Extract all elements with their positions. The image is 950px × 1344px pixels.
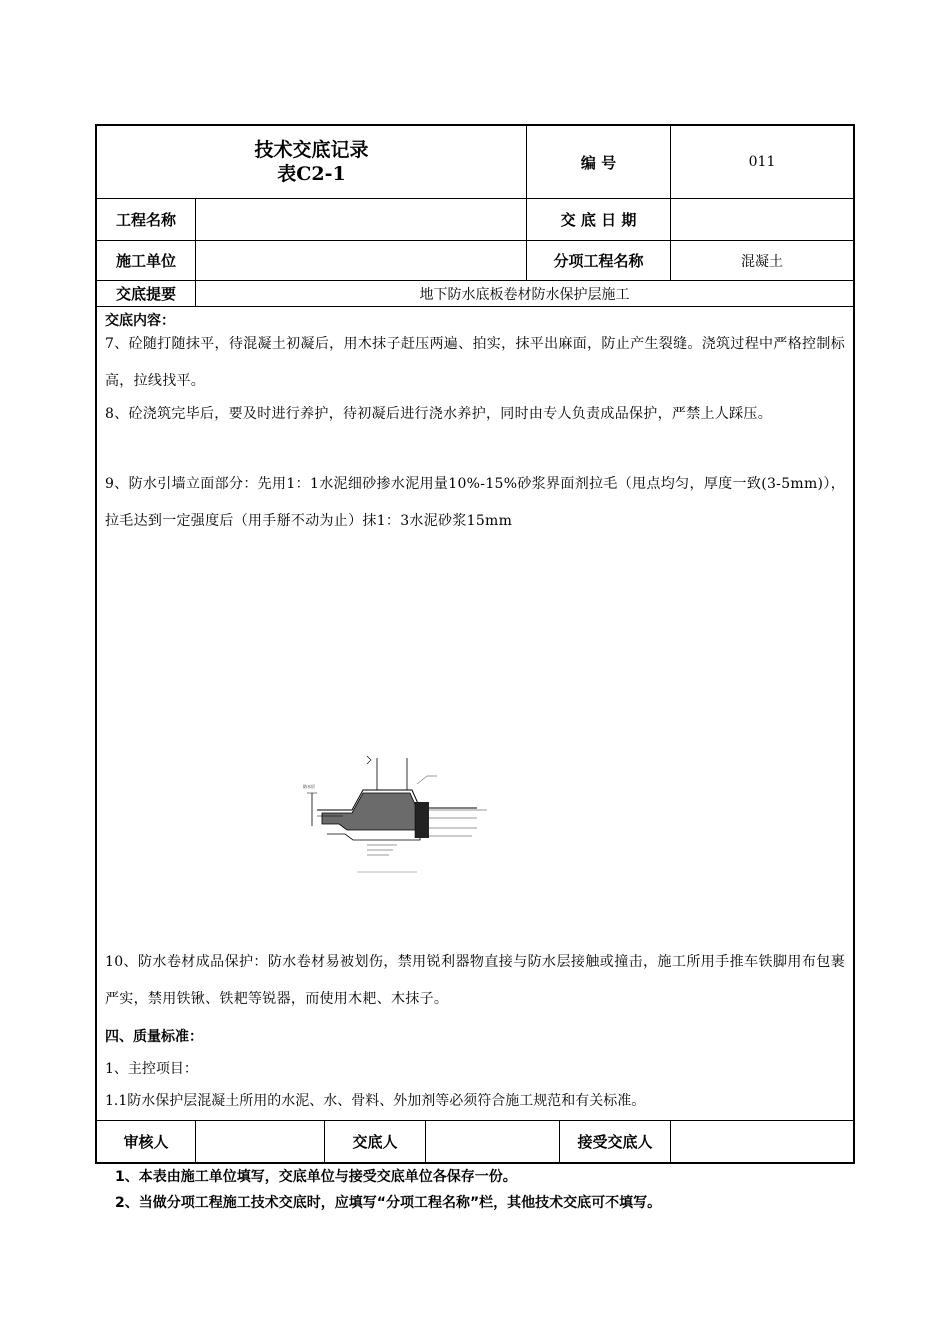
date-label: 交 底 日 期 [560,211,637,229]
discloser-label: 交底人 [352,1133,398,1151]
reviewer-field[interactable] [196,1121,324,1162]
project-name-label: 工程名称 [115,211,176,229]
form-title-line2: 表C2-1 [277,163,346,185]
sub-project-label: 分项工程名称 [553,252,644,270]
sub-project-field[interactable]: 混凝土 [741,253,783,270]
disclosure-record-table [95,124,855,1164]
svg-text:防水层: 防水层 [303,784,315,789]
main-items-heading: 1、主控项目： [105,1061,198,1077]
receiver-label: 接受交底人 [577,1133,653,1151]
project-name-field[interactable] [196,199,526,240]
content-paragraph-7: 7、砼随打随抹平，待混凝土初凝后，用木抹子赶压两遍、拍实，抹平出麻面，防止产生裂缝。浇筑过程中严格控制标高，拉线找平。 [105,336,845,389]
date-field[interactable] [671,199,853,240]
form-title-line1: 技术交底记录 [254,139,369,161]
content-paragraph-10: 10、防水卷材成品保护：防水卷材易被划伤，禁用锐利器物直接与防水层接触或撞击，施工所用手推车铁脚用布包裹严实，禁用铁锹、铁耙等锐器，而使用木耙、木抹子。 [105,954,845,1007]
number-label: 编 号 [580,153,617,172]
footnote-2: 2、当做分项工程施工技术交底时，应填写“分项工程名称”栏，其他技术交底可不填写。 [115,1195,662,1211]
number-value[interactable]: 011 [748,154,776,170]
content-heading: 交底内容： [105,313,175,329]
discloser-field[interactable] [426,1121,559,1162]
construction-unit-label: 施工单位 [115,252,176,270]
content-paragraph-8: 8、砼浇筑完毕后，要及时进行养护，待初凝后进行浇水养护，同时由专人负责成品保护，严禁上人踩压。 [105,406,773,422]
receiver-field[interactable] [671,1121,853,1162]
waterproof-detail-drawing [297,750,497,880]
construction-unit-field[interactable] [196,241,526,280]
footnote-1: 1、本表由施工单位填写，交底单位与接受交底单位各保存一份。 [115,1169,517,1185]
main-item-1-1: 1.1防水保护层混凝土所用的水泥、水、骨料、外加剂等必须符合施工规范和有关标准。 [105,1093,646,1109]
summary-field[interactable]: 地下防水底板卷材防水保护层施工 [419,286,630,303]
form-title [97,126,526,198]
quality-standard-heading: 四、质量标准： [105,1029,203,1045]
summary-label: 交底提要 [115,285,176,303]
content-paragraph-9: 9、防水引墙立面部分：先用1：1水泥细砂掺水泥用量10%-15%砂浆界面剂拉毛（甩点均匀，厚度一致(3-5mm)），拉毛达到一定强度后（用手掰不动为止）抹1：3水泥砂浆15mm [105,476,845,529]
reviewer-label: 审核人 [123,1133,169,1151]
row-divider [97,306,853,307]
